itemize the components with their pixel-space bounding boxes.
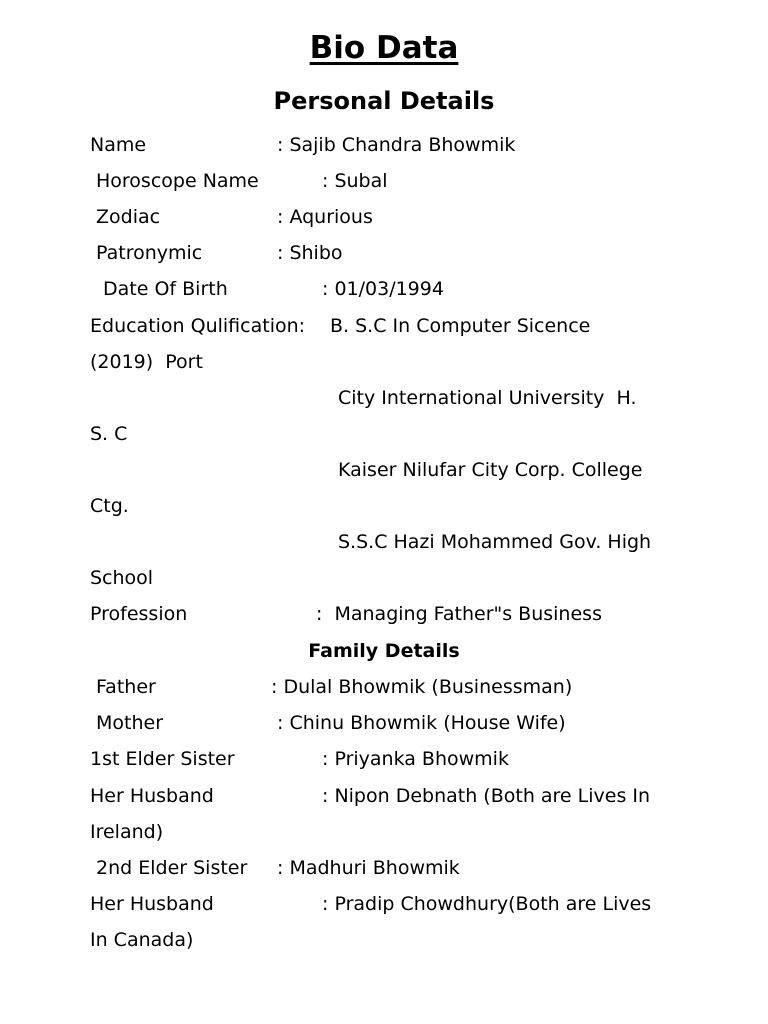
first-sister-label: 1st Elder Sister <box>90 748 235 770</box>
personal-details-heading: Personal Details <box>273 87 495 115</box>
education-line: B. S.C In Computer Sicence <box>330 315 591 337</box>
father-value: : Dulal Bhowmik (Businessman) <box>271 676 573 698</box>
mother-label: Mother <box>96 712 164 734</box>
education-line: School <box>90 567 154 589</box>
education-line: (2019) Port <box>90 351 203 373</box>
zodiac-value: : Aqurious <box>277 206 373 228</box>
education-line: Kaiser Nilufar City Corp. College <box>338 459 643 481</box>
first-sister-value: : Priyanka Bhowmik <box>322 748 509 770</box>
zodiac-label: Zodiac <box>96 206 161 228</box>
second-husband-value: : Pradip Chowdhury(Both are Lives <box>322 893 652 915</box>
mother-value: : Chinu Bhowmik (House Wife) <box>277 712 566 734</box>
education-line: Ctg. <box>90 495 129 517</box>
dob-label: Date Of Birth <box>103 278 228 300</box>
education-line: City International University H. <box>338 387 637 409</box>
second-husband-label: Her Husband <box>90 893 214 915</box>
education-line: S.S.C Hazi Mohammed Gov. High <box>338 531 652 553</box>
name-value: : Sajib Chandra Bhowmik <box>277 134 516 156</box>
dob-value: : 01/03/1994 <box>322 278 444 300</box>
family-details-heading: Family Details <box>308 640 460 662</box>
education-label: Education Qulification: <box>90 315 306 337</box>
second-husband-value-cont: In Canada) <box>90 929 194 951</box>
document-title: Bio Data <box>309 30 459 66</box>
profession-value: : Managing Father"s Business <box>316 603 602 625</box>
horoscope-value: : Subal <box>322 170 388 192</box>
second-sister-label: 2nd Elder Sister <box>96 857 248 879</box>
first-husband-label: Her Husband <box>90 785 214 807</box>
profession-label: Profession <box>90 603 188 625</box>
first-husband-value: : Nipon Debnath (Both are Lives In <box>322 785 651 807</box>
patronymic-label: Patronymic <box>96 242 203 264</box>
father-label: Father <box>96 676 156 698</box>
education-line: S. C <box>90 423 128 445</box>
patronymic-value: : Shibo <box>277 242 343 264</box>
name-label: Name <box>90 134 147 156</box>
horoscope-label: Horoscope Name <box>96 170 259 192</box>
second-sister-value: : Madhuri Bhowmik <box>277 857 460 879</box>
first-husband-value-cont: Ireland) <box>90 821 164 843</box>
